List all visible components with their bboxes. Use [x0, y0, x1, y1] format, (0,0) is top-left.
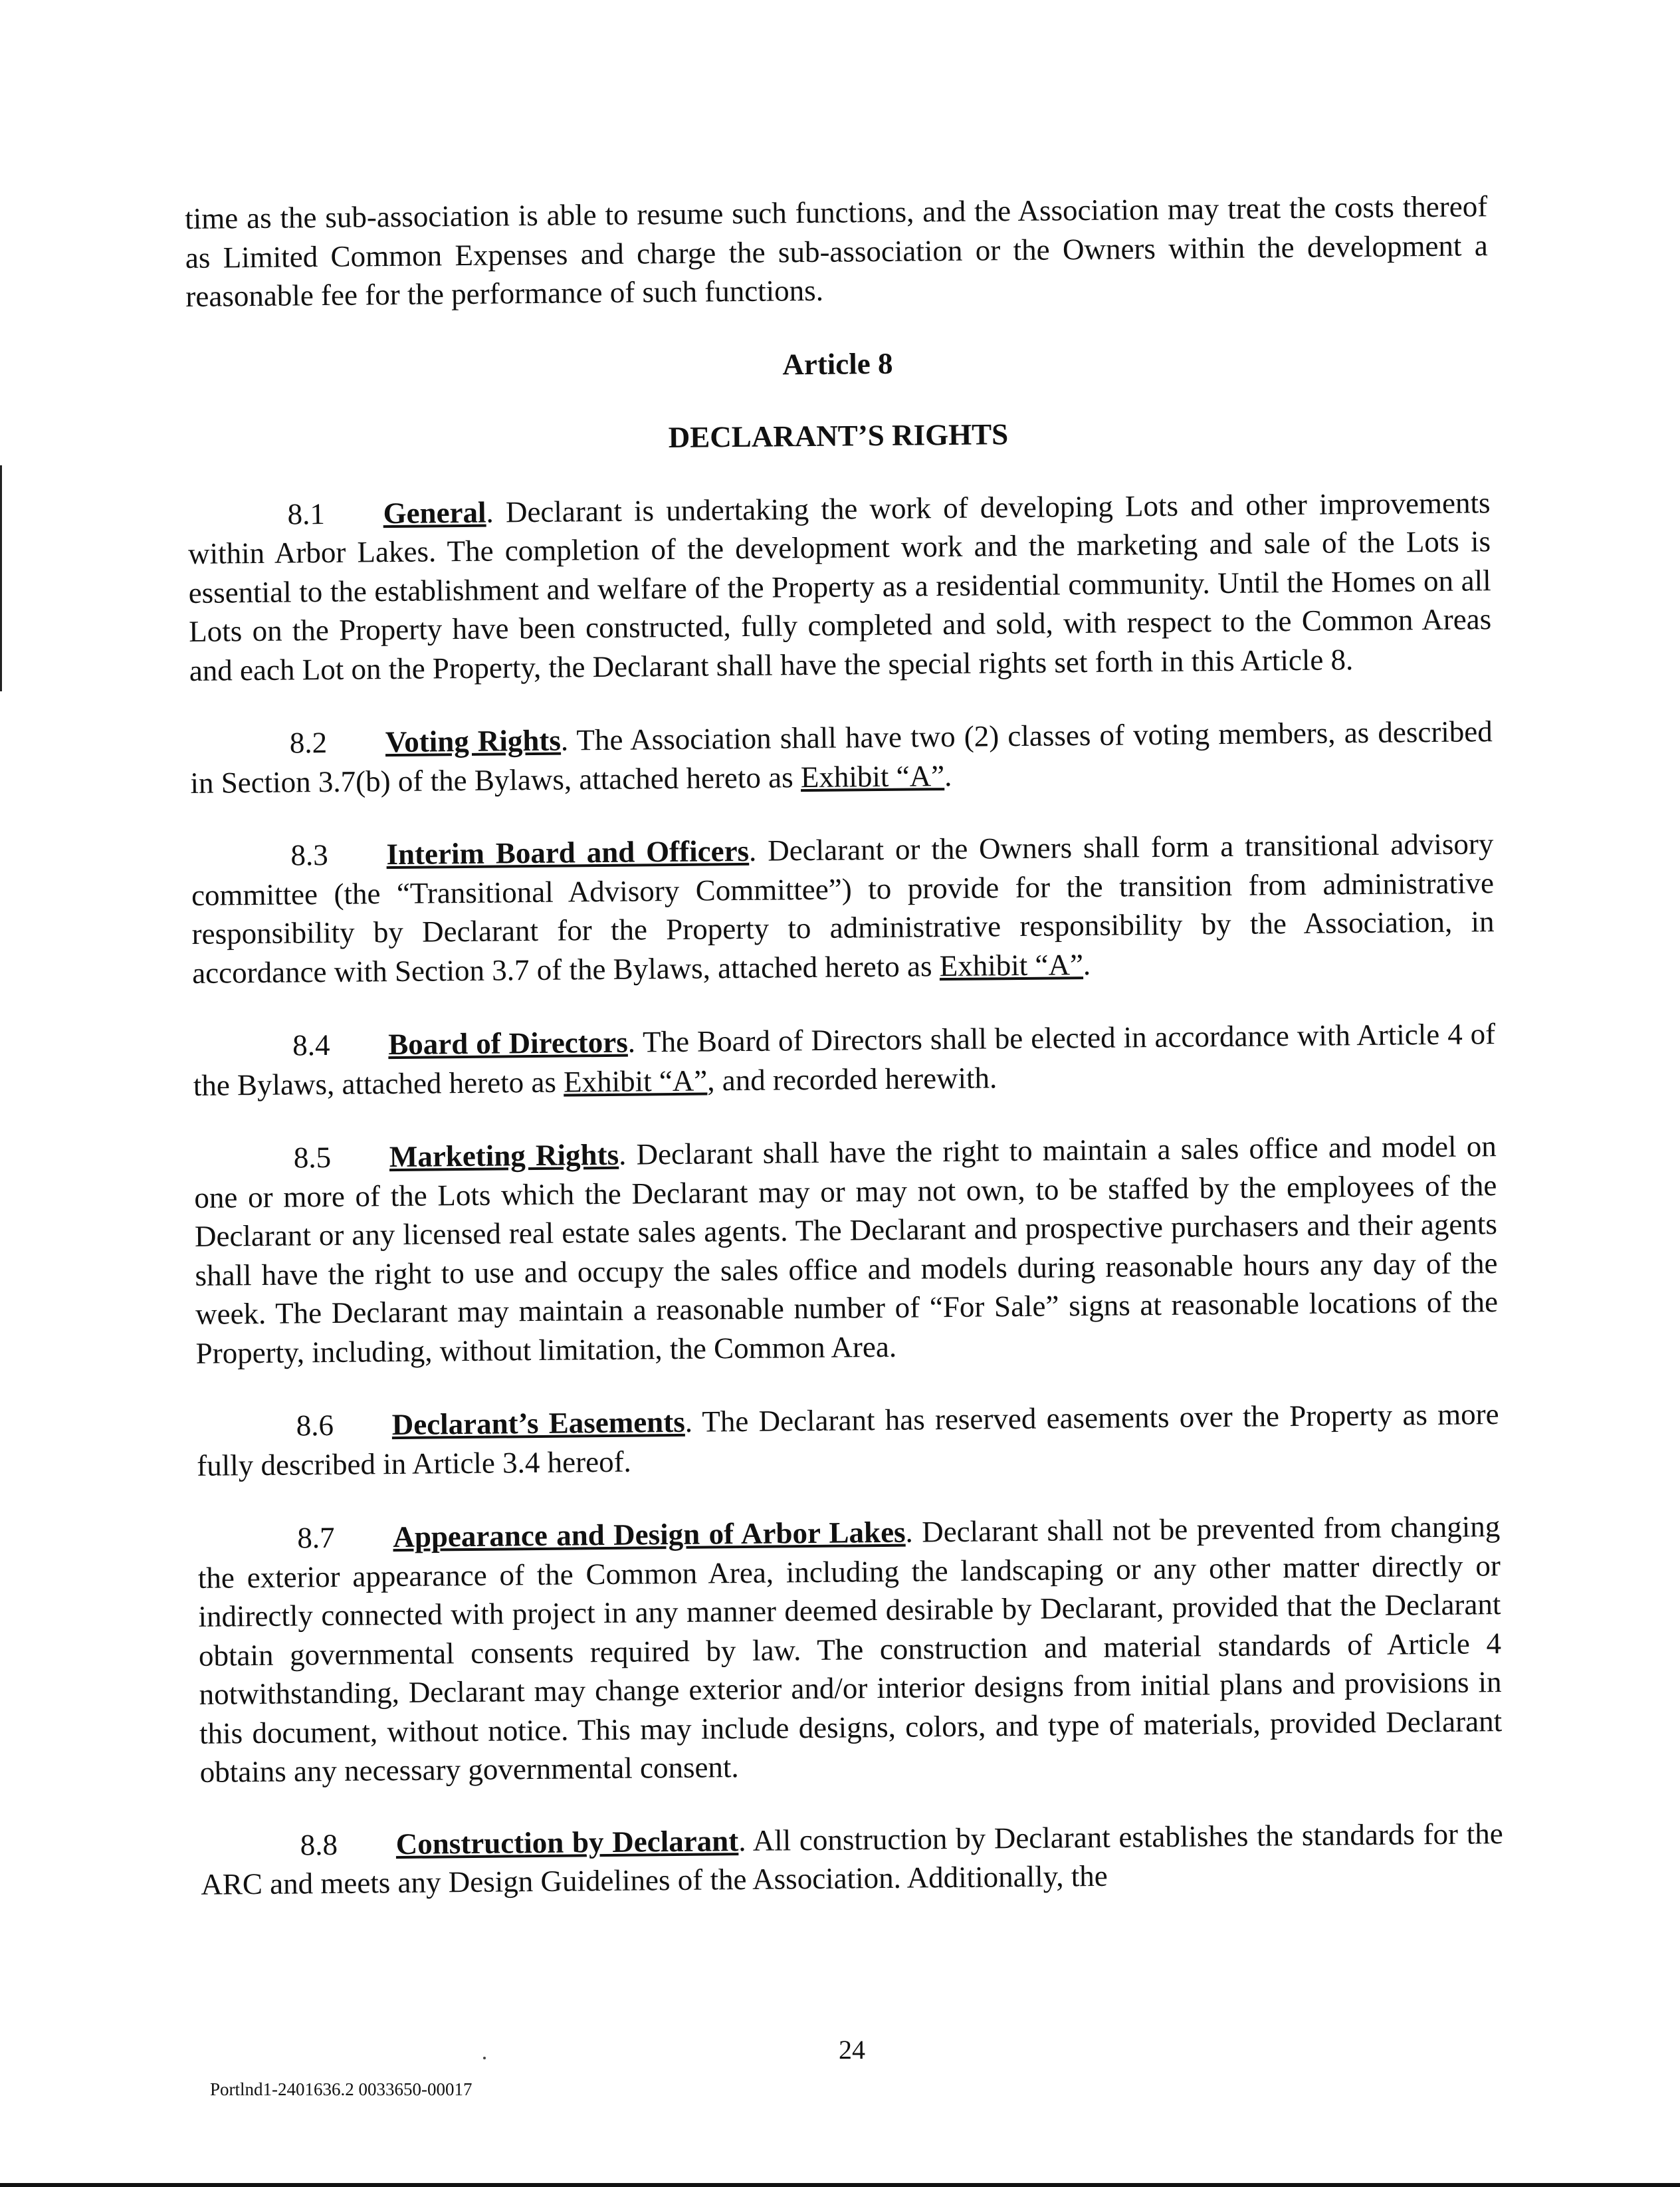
- document-page: [185, 187, 1504, 1904]
- section-number: 8.8: [300, 1827, 338, 1861]
- section-text: . Declarant or the Owners shall form a transitional advisory committee (the “Transitional Advisory Committee”) to provide for the transition from administrative responsibility by Declarant for the Property to administrative responsibility by the Association, in accordance with Section 3.7 of the Bylaws, attached hereto as: [191, 827, 1495, 990]
- page-number: 24: [839, 2035, 865, 2065]
- section-8-7: [197, 1507, 1503, 1791]
- section-text-after: , and recorded herewith.: [707, 1060, 998, 1097]
- section-8-4: [193, 1014, 1496, 1105]
- section-number: 8.2: [289, 725, 328, 760]
- section-number: 8.7: [297, 1520, 335, 1555]
- article-title: DECLARANT’S RIGHTS: [668, 417, 1009, 454]
- section-title: Board of Directors: [387, 1025, 628, 1062]
- section-text: . Declarant is undertaking the work of developing Lots and other improvements within Arbor Lakes. The completion of the development work and the marketing and sale of the Lots is essential to the establishment and welfare of the Property as a residential community. Until the Homes on all Lots on the Property have been constructed, fully completed and sold, with respect to the Common Areas and each Lot on the Property, the Declarant shall have the special rights set forth in this Article 8.: [187, 485, 1492, 687]
- section-number: 8.1: [287, 497, 326, 531]
- exhibit-reference: Exhibit “A”: [939, 947, 1084, 982]
- section-text: . All construction by Declarant establishes the standards for the ARC and meets any Design Guidelines of the Association. Additionally, the: [201, 1816, 1503, 1901]
- section-8-2: [190, 712, 1493, 802]
- section-number: 8.5: [293, 1140, 332, 1175]
- section-text: . Declarant shall have the right to maintain a sales office and model on one or more of the Lots which the Declarant may or may not own, to be staffed by the employees of the Declarant or any licensed real estate sales agents. The Declarant and prospective purchasers and their agents shall have the right to use and occupy the sales office and models during reasonable hours any day of the week. The Declarant may maintain a reasonable number of “For Sale” signs at reasonable locations of the Property, including, without limitation, the Common Area.: [194, 1129, 1499, 1370]
- section-text-after: .: [944, 758, 952, 792]
- section-8-5: [194, 1127, 1499, 1373]
- section-title: Construction by Declarant: [395, 1823, 739, 1861]
- exhibit-reference: Exhibit “A”: [800, 758, 945, 794]
- section-8-1: [187, 483, 1492, 690]
- section-text-after: .: [1083, 947, 1091, 981]
- section-text: . Declarant shall not be prevented from changing the exterior appearance of the Common Area, including the landscaping or any other matter directly or indirectly connected with project in any manner deemed desirable by Declarant, provided that the Declarant obtain governmental consents required by law. The construction and material standards of Article 4 notwithstanding, Declarant may change exterior and/or interior designs from initial plans and provisions in this document, without notice. This may include designs, colors, and type of materials, provided Declarant obtains any necessary governmental consent.: [197, 1510, 1503, 1789]
- section-number: 8.3: [290, 838, 328, 872]
- section-title: Appearance and Design of Arbor Lakes: [393, 1515, 906, 1554]
- section-title: Voting Rights: [385, 723, 562, 759]
- section-title: Interim Board and Officers: [386, 834, 750, 871]
- section-8-6: [196, 1395, 1499, 1485]
- scan-speck: [483, 2057, 486, 2059]
- scan-edge-left: [0, 465, 2, 691]
- section-number: 8.4: [292, 1028, 330, 1062]
- section-text: . The Board of Directors shall be elected in accordance with Article 4 of the Bylaws, attached hereto as: [193, 1017, 1496, 1102]
- exhibit-reference: Exhibit “A”: [563, 1064, 708, 1099]
- section-title: Marketing Rights: [389, 1137, 619, 1174]
- document-id: Portlnd1-2401636.2 0033650-00017: [210, 2079, 472, 2099]
- scan-edge-bottom: [0, 2183, 1680, 2187]
- intro-paragraph: time as the sub-association is able to resume such functions, and the Association may treat the costs thereof as Limited Common Expenses and charge the sub-association or the Owners within the development a reasonable fee for the performance of such functions.: [185, 189, 1488, 313]
- section-number: 8.6: [296, 1408, 334, 1442]
- article-label: Article 8: [782, 346, 893, 381]
- section-text: . The Declarant has reserved easements over the Property as more fully described in Article 3.4 hereof.: [197, 1397, 1499, 1482]
- section-title: General: [383, 495, 486, 530]
- section-8-8: [200, 1814, 1503, 1904]
- section-text: . The Association shall have two (2) classes of voting members, as described in Section 3.7(b) of the Bylaws, attached hereto as: [190, 715, 1493, 800]
- section-title: Declarant’s Easements: [391, 1405, 685, 1442]
- section-8-3: [191, 824, 1495, 992]
